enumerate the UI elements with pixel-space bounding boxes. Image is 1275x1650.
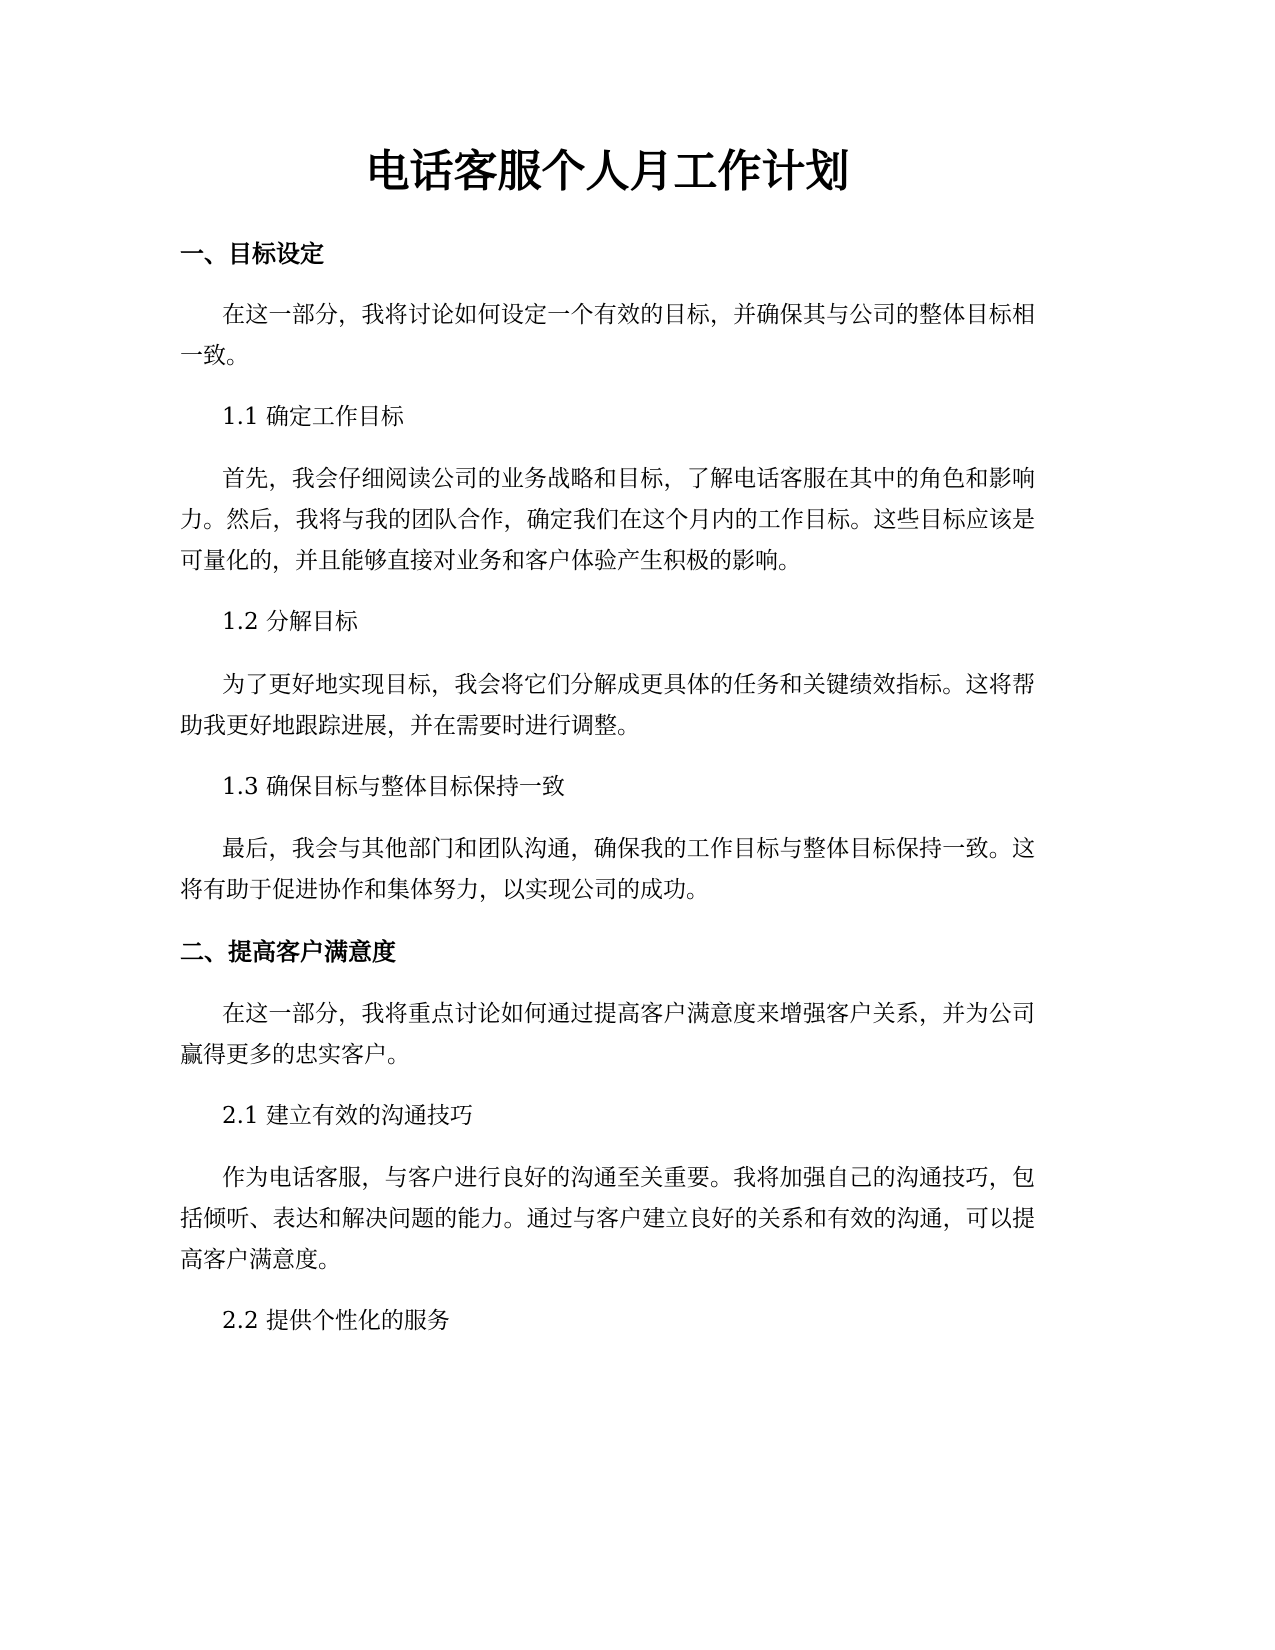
subsection-2-1-body: 作为电话客服，与客户进行良好的沟通至关重要。我将加强自己的沟通技巧，包括倾听、表达和解决问题的能力。通过与客户建立良好的关系和有效的沟通，可以提高客户满意度。: [180, 1165, 1035, 1273]
section-1-intro: 在这一部分，我将讨论如何设定一个有效的目标，并确保其与公司的整体目标相一致。: [180, 302, 1035, 369]
subsection-2-2-heading: 2.2 提供个性化的服务: [222, 1308, 450, 1334]
subsection-2-1-heading: 2.1 建立有效的沟通技巧: [222, 1103, 473, 1129]
subsection-1-1-body: 首先，我会仔细阅读公司的业务战略和目标，了解电话客服在其中的角色和影响力。然后，我将与我的团队合作，确定我们在这个月内的工作目标。这些目标应该是可量化的，并且能够直接对业务和客户体验产生积极的影响。: [180, 466, 1035, 574]
subsection-1-3-heading: 1.3 确保目标与整体目标保持一致: [222, 774, 565, 800]
subsection-1-2-heading: 1.2 分解目标: [222, 609, 358, 635]
section-2-heading: 二、提高客户满意度: [180, 938, 396, 966]
subsection-1-3-body: 最后，我会与其他部门和团队沟通，确保我的工作目标与整体目标保持一致。这将有助于促进协作和集体努力，以实现公司的成功。: [180, 836, 1035, 903]
section-2-intro: 在这一部分，我将重点讨论如何通过提高客户满意度来增强客户关系，并为公司赢得更多的忠实客户。: [180, 1001, 1035, 1068]
subsection-1-1-heading: 1.1 确定工作目标: [222, 404, 404, 430]
section-1-heading: 一、目标设定: [180, 240, 324, 268]
subsection-1-2-body: 为了更好地实现目标，我会将它们分解成更具体的任务和关键绩效指标。这将帮助我更好地跟踪进展，并在需要时进行调整。: [180, 672, 1035, 739]
document-title: 电话客服个人月工作计划: [365, 146, 850, 197]
